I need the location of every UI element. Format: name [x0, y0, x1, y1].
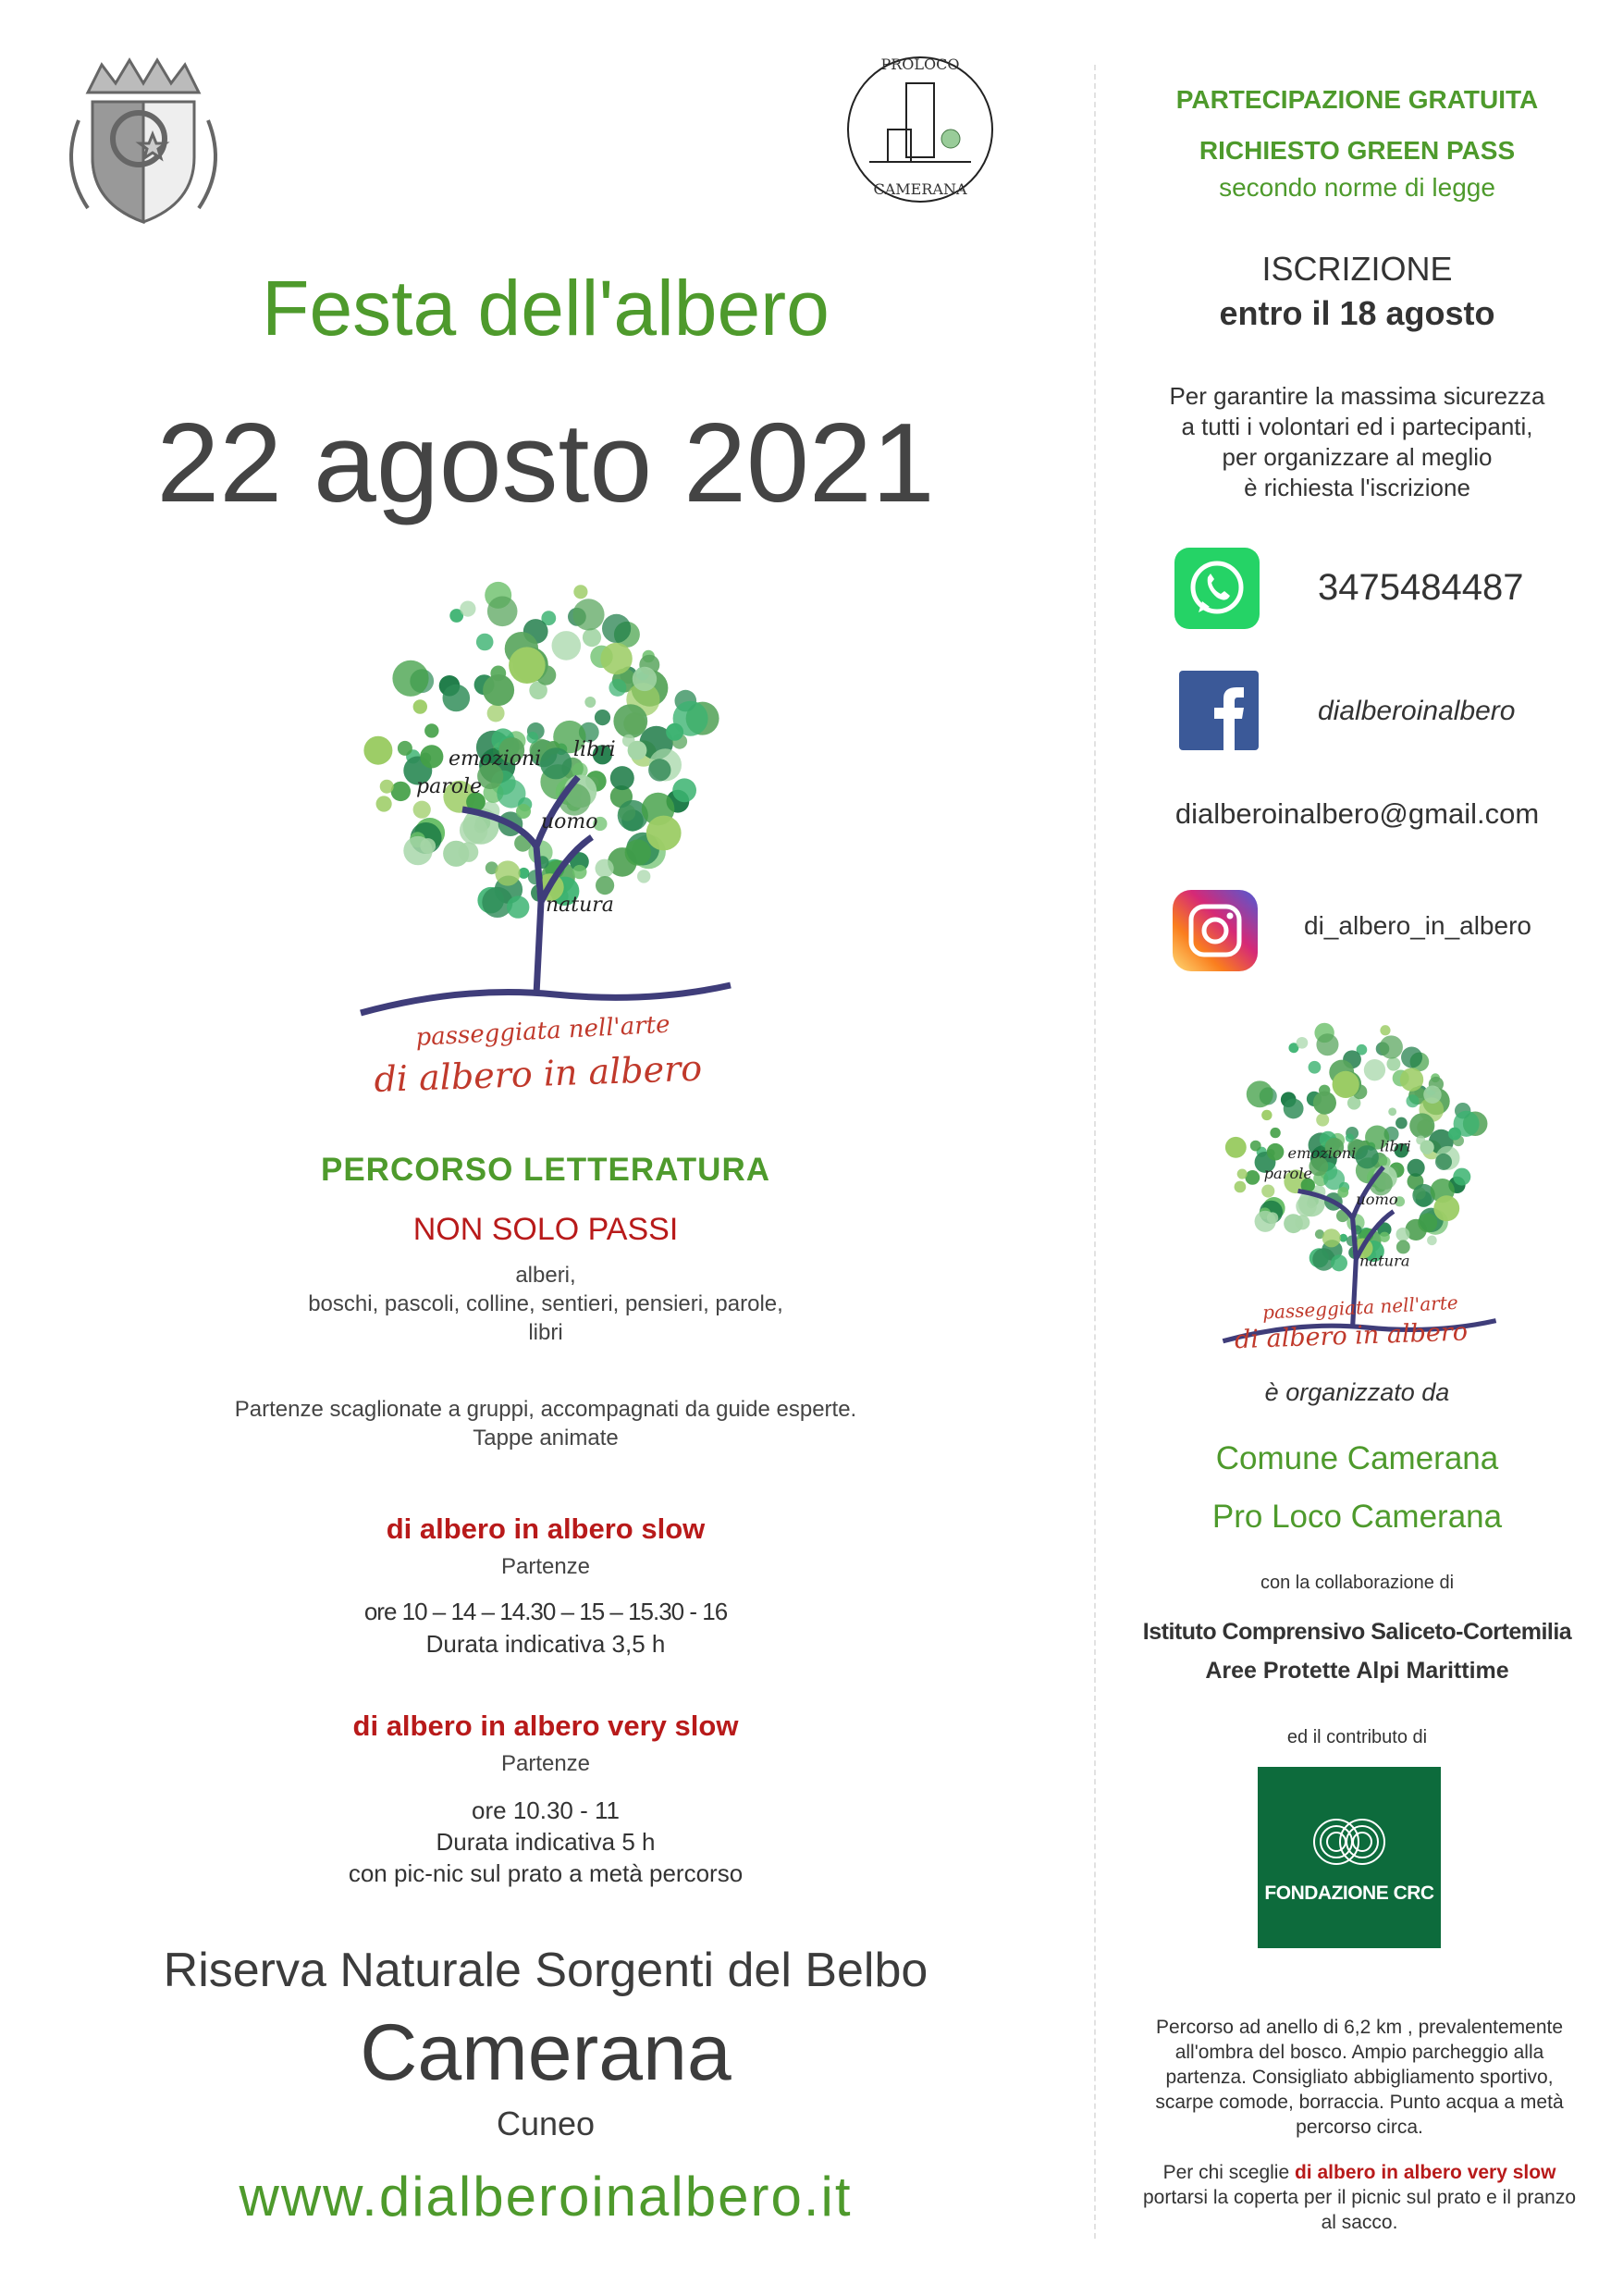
- canopy-leaf: [460, 816, 487, 844]
- canopy-leaf: [483, 674, 514, 706]
- proloco-label-top: PROLOCO: [880, 56, 960, 73]
- percorso-info: [0, 1395, 1091, 1452]
- canopy-leaf: [1250, 1141, 1261, 1152]
- canopy-leaf: [1400, 1068, 1423, 1091]
- canopy-leaf: [648, 759, 670, 781]
- canopy-leaf: [1284, 1099, 1304, 1119]
- collaboration-label: con la collaborazione di: [1260, 1573, 1455, 1593]
- canopy-leaf: [1379, 1232, 1389, 1242]
- canopy-leaf: [1337, 1187, 1348, 1198]
- canopy-leaf: [1270, 1128, 1280, 1138]
- canopy-leaf: [1406, 1094, 1419, 1107]
- canopy-leaf: [1416, 1136, 1425, 1145]
- small-tree-tagline-2: di albero in albero: [1234, 1317, 1469, 1355]
- canopy-leaf: [622, 734, 635, 747]
- canopy-leaf: [460, 601, 475, 617]
- canopy-leaf: [487, 705, 505, 722]
- canopy-leaf: [1423, 1085, 1441, 1103]
- slow-label: Partenze: [500, 1554, 591, 1579]
- percorso-desc-1: alberi,: [515, 1263, 576, 1288]
- tree-word-natura: natura: [546, 894, 614, 917]
- canopy-leaf: [625, 839, 651, 865]
- picnic-note-3: al sacco.: [1321, 2212, 1398, 2233]
- canopy-leaf: [376, 796, 392, 811]
- small-tree-word-natura: natura: [1359, 1252, 1410, 1270]
- tree-logo-large: [351, 550, 740, 1124]
- canopy-leaf: [1322, 1228, 1341, 1247]
- canopy-leaf: [380, 780, 394, 794]
- canopy-leaf: [1261, 1110, 1272, 1120]
- canopy-leaf: [391, 782, 411, 801]
- canopy-leaf: [1261, 1184, 1274, 1197]
- route-info-5: percorso circa.: [1296, 2117, 1423, 2138]
- reason-2: a tutti i volontari ed i partecipanti,: [1181, 413, 1533, 440]
- canopy-leaf: [1313, 1092, 1336, 1115]
- canopy-leaf: [1316, 1033, 1338, 1055]
- canopy-leaf: [516, 804, 531, 819]
- canopy-leaf: [424, 723, 438, 737]
- organizer-comune: Comune Camerana: [1215, 1440, 1499, 1476]
- iscrizione-reason: [1091, 381, 1623, 503]
- slow-title: di albero in albero slow: [386, 1512, 706, 1545]
- canopy-leaf: [583, 628, 601, 647]
- canopy-leaf: [1380, 1025, 1390, 1035]
- canopy-leaf: [1296, 1196, 1316, 1216]
- canopy-leaf: [495, 860, 520, 885]
- canopy-leaf: [600, 643, 632, 674]
- canopy-leaf: [1396, 1228, 1409, 1241]
- percorso-heading: PERCORSO LETTERATURA: [320, 1152, 771, 1188]
- canopy-leaf: [646, 816, 682, 851]
- canopy-leaf: [398, 741, 412, 756]
- canopy-leaf: [1408, 1159, 1425, 1177]
- canopy-leaf: [1267, 1212, 1278, 1223]
- iscrizione-heading: ISCRIZIONE: [1261, 250, 1453, 288]
- percorso-subheading: NON SOLO PASSI: [412, 1212, 679, 1247]
- green-pass-required: RICHIESTO GREEN PASS: [1199, 136, 1516, 165]
- tree-tagline-2: di albero in albero: [373, 1047, 703, 1100]
- canopy-leaf: [1247, 1080, 1273, 1107]
- route-info-4: scarpe comode, borraccia. Punto acqua a metà: [1155, 2092, 1564, 2113]
- route-info-1: Percorso ad anello di 6,2 km , prevalentemente: [1155, 2017, 1564, 2038]
- canopy-leaf: [1433, 1195, 1459, 1221]
- tree-word-parole: parole: [416, 775, 483, 798]
- fondazione-rings-icon: [1310, 1816, 1388, 1868]
- canopy-leaf: [596, 876, 614, 895]
- iscrizione-deadline: entro il 18 agosto: [1219, 294, 1495, 332]
- canopy-leaf: [1409, 1113, 1434, 1138]
- email-address[interactable]: dialberoinalbero@gmail.com: [1174, 797, 1540, 830]
- canopy-leaf: [1418, 1213, 1437, 1232]
- canopy-leaf: [476, 634, 494, 651]
- website-link[interactable]: www.dialberoinalbero.it: [239, 2166, 853, 2228]
- reason-1: Per garantire la massima sicurezza: [1169, 382, 1545, 410]
- canopy-leaf: [1453, 1168, 1470, 1186]
- coat-of-arms-logo: [51, 46, 236, 231]
- canopy-leaf: [613, 704, 647, 738]
- very-slow-label: Partenze: [500, 1751, 591, 1776]
- reason-4: è richiesta l'iscrizione: [1244, 474, 1470, 501]
- route-info-2: all'ombra del bosco. Ampio parcheggio alla: [1174, 2042, 1544, 2063]
- small-tree-word-uomo: uomo: [1356, 1191, 1398, 1209]
- canopy-leaf: [1380, 1035, 1403, 1058]
- canopy-leaf: [666, 723, 683, 741]
- very-slow-note: con pic-nic sul prato a metà percorso: [348, 1859, 744, 1887]
- canopy-leaf: [1386, 1057, 1400, 1071]
- canopy-leaf: [1346, 1133, 1354, 1142]
- event-title: Festa dell'albero: [262, 265, 830, 352]
- canopy-leaf: [1235, 1181, 1247, 1193]
- canopy-leaf: [609, 679, 626, 697]
- canopy-leaf: [540, 747, 572, 779]
- very-slow-duration: Durata indicativa 5 h: [436, 1828, 656, 1856]
- picnic-note-pre: Per chi sceglie: [1162, 2162, 1295, 2183]
- canopy-leaf: [1364, 1059, 1385, 1080]
- facebook-handle[interactable]: dialberoinalbero: [1318, 696, 1516, 726]
- canopy-leaf: [1331, 1254, 1347, 1271]
- route-info-3: partenza. Consigliato abbigliamento sportivo,: [1165, 2067, 1554, 2088]
- organizer-proloco: Pro Loco Camerana: [1211, 1499, 1503, 1535]
- town-name: Camerana: [360, 2008, 732, 2097]
- slow-times: ore 10 – 14 – 14.30 – 15 – 15.30 - 16: [363, 1598, 728, 1625]
- organized-by-label: è organizzato da: [1264, 1378, 1450, 1406]
- canopy-leaf: [1237, 1169, 1248, 1179]
- proloco-label-bottom: CAMERANA: [873, 180, 967, 198]
- canopy-leaf: [1388, 1107, 1396, 1116]
- reserve-name: Riserva Naturale Sorgenti del Belbo: [163, 1944, 928, 1997]
- province-name: Cuneo: [496, 2105, 596, 2142]
- canopy-leaf: [1396, 1117, 1408, 1129]
- small-tree-tagline-1: passeggiata nell'arte: [1261, 1290, 1459, 1324]
- reason-3: per organizzare al meglio: [1222, 443, 1493, 471]
- canopy-leaf: [637, 870, 650, 883]
- canopy-leaf: [509, 647, 546, 684]
- phone-number[interactable]: 3475484487: [1318, 567, 1524, 608]
- canopy-leaf: [572, 599, 604, 630]
- percorso-description: [0, 1261, 1091, 1347]
- percorso-desc-3: libri: [528, 1320, 563, 1345]
- tree-word-emozioni: emozioni: [449, 747, 542, 771]
- very-slow-title: di albero in albero very slow: [352, 1710, 739, 1742]
- right-column: [1091, 0, 1623, 2296]
- canopy-leaf: [1316, 1114, 1329, 1127]
- whatsapp-icon: [1174, 548, 1260, 629]
- percorso-info-2: Tappe animate: [473, 1426, 619, 1450]
- small-tree-word-emozioni: emozioni: [1287, 1143, 1357, 1162]
- canopy-leaf: [1448, 1128, 1461, 1141]
- canopy-leaf: [1427, 1236, 1437, 1246]
- canopy-leaf: [1297, 1037, 1309, 1049]
- canopy-leaf: [595, 710, 610, 725]
- canopy-leaf: [363, 736, 392, 765]
- canopy-leaf: [1295, 1215, 1309, 1229]
- collaborator-istituto: Istituto Comprensivo Saliceto-Cortemilia: [1142, 1619, 1572, 1645]
- fondazione-label: FONDAZIONE CRC: [1264, 1882, 1434, 1904]
- canopy-leaf: [1267, 1143, 1285, 1161]
- very-slow-times: ore 10.30 - 11: [472, 1796, 620, 1824]
- very-slow-details: [0, 1795, 1091, 1889]
- canopy-leaf: [1245, 1170, 1260, 1185]
- small-tree-word-parole: parole: [1263, 1165, 1313, 1183]
- picnic-note-2: portarsi la coperta per il picnic sul prato e il pranzo: [1142, 2187, 1577, 2208]
- canopy-leaf: [610, 766, 634, 790]
- fondazione-crc-logo: [1258, 1767, 1441, 1948]
- canopy-leaf: [443, 685, 471, 712]
- percorso-desc-2: boschi, pascoli, colline, sentieri, pensieri, parole,: [308, 1291, 783, 1316]
- canopy-leaf: [584, 697, 596, 708]
- canopy-leaf: [420, 838, 436, 854]
- canopy-leaf: [572, 865, 586, 879]
- tree-word-uomo: uomo: [541, 810, 598, 833]
- canopy-leaf: [633, 667, 657, 691]
- instagram-handle[interactable]: di_albero_in_albero: [1304, 911, 1531, 940]
- event-date: 22 agosto 2021: [156, 400, 935, 525]
- picnic-note-highlight: di albero in albero very slow: [1294, 2162, 1556, 2183]
- canopy-leaf: [552, 631, 582, 660]
- canopy-leaf: [420, 745, 443, 768]
- green-pass-note: secondo norme di legge: [1219, 173, 1495, 202]
- picnic-note: [1100, 2160, 1618, 2235]
- canopy-leaf: [507, 895, 529, 918]
- canopy-leaf: [413, 801, 431, 819]
- instagram-icon: [1173, 890, 1258, 971]
- canopy-leaf: [573, 585, 587, 599]
- canopy-leaf: [596, 859, 614, 878]
- percorso-info-1: Partenze scaglionate a gruppi, accompagnati da guide esperte.: [234, 1397, 857, 1422]
- canopy-leaf: [1356, 1145, 1379, 1168]
- small-tree-word-libri: libri: [1380, 1137, 1411, 1155]
- canopy-leaf: [413, 699, 427, 713]
- canopy-leaf: [672, 778, 696, 802]
- route-info: [1110, 2015, 1609, 2140]
- free-participation: PARTECIPAZIONE GRATUITA: [1175, 85, 1539, 114]
- canopy-leaf: [1401, 1046, 1422, 1068]
- canopy-leaf: [1435, 1154, 1452, 1170]
- canopy-leaf: [459, 842, 479, 862]
- canopy-leaf: [487, 597, 518, 627]
- facebook-icon: [1179, 671, 1259, 750]
- tree-word-libri: libri: [573, 738, 616, 761]
- contribution-label: ed il contributo di: [1286, 1727, 1428, 1747]
- tree-tagline-1: passeggiata nell'arte: [414, 1010, 671, 1052]
- canopy-leaf: [1225, 1137, 1247, 1158]
- canopy-leaf: [1309, 1061, 1322, 1074]
- collaborator-aree-protette: Aree Protette Alpi Marittime: [1205, 1658, 1509, 1684]
- canopy-leaf: [1333, 1071, 1359, 1098]
- slow-duration: Durata indicativa 3,5 h: [425, 1630, 666, 1658]
- canopy-leaf: [392, 660, 428, 697]
- picnic-note-line-1: [1100, 2160, 1618, 2185]
- canopy-leaf: [602, 614, 631, 643]
- canopy-leaf: [527, 732, 539, 744]
